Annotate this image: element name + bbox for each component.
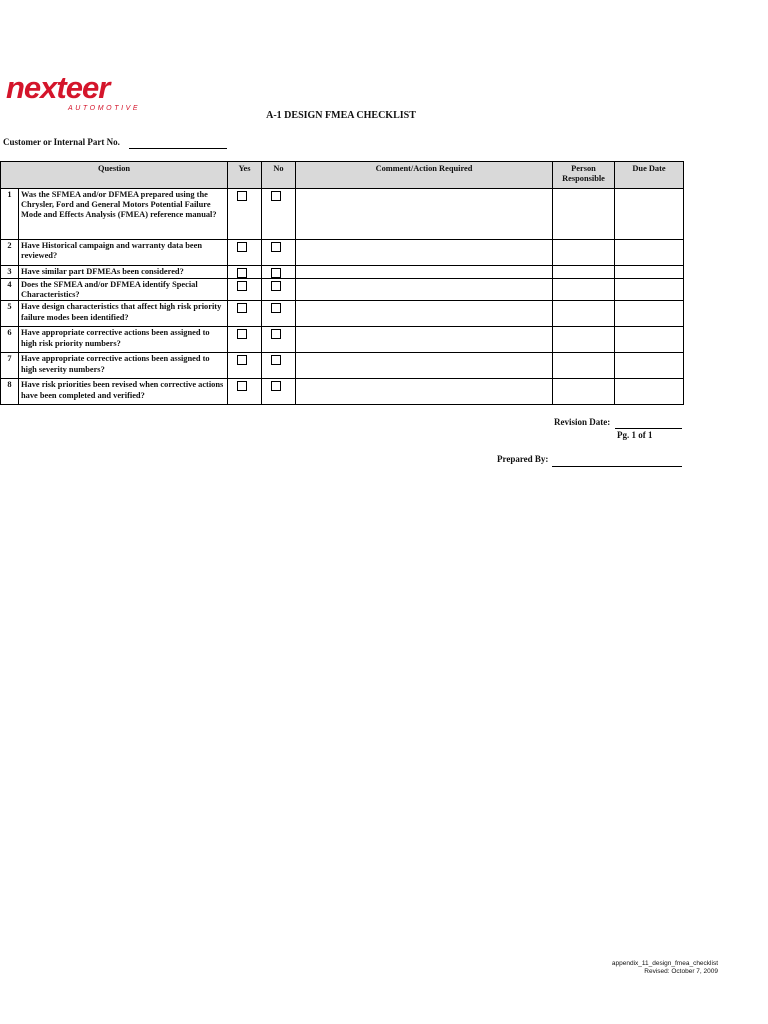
table-row: [1, 301, 684, 327]
footer: [612, 960, 718, 976]
table-row: [1, 279, 684, 301]
comment-cell[interactable]: [296, 189, 553, 240]
row-number: 1: [1, 189, 19, 240]
comment-cell[interactable]: [296, 301, 553, 327]
question-text: Have appropriate corrective actions been assigned to high severity numbers?: [19, 353, 228, 379]
header-yes: Yes: [228, 162, 262, 189]
revision-date-field[interactable]: [615, 428, 682, 429]
question-text: Have appropriate corrective actions been assigned to high risk priority numbers?: [19, 327, 228, 353]
yes-cell: [228, 266, 262, 279]
question-text: Was the SFMEA and/or DFMEA prepared using the Chrysler, Ford and General Motors Potential Failure Mode and Effects Analysis (FMEA) reference manual?: [19, 189, 228, 240]
comment-cell[interactable]: [296, 266, 553, 279]
person-cell[interactable]: [553, 279, 615, 301]
yes-checkbox[interactable]: [237, 281, 247, 291]
table-row: [1, 379, 684, 405]
no-checkbox[interactable]: [271, 329, 281, 339]
yes-cell: [228, 353, 262, 379]
no-checkbox[interactable]: [271, 242, 281, 252]
prepared-by-label: Prepared By:: [497, 454, 549, 464]
yes-checkbox[interactable]: [237, 329, 247, 339]
part-number-field[interactable]: [129, 148, 227, 149]
due-date-cell[interactable]: [615, 279, 684, 301]
no-checkbox[interactable]: [271, 303, 281, 313]
row-number: 6: [1, 327, 19, 353]
due-date-cell[interactable]: [615, 189, 684, 240]
part-number-label: Customer or Internal Part No.: [3, 137, 120, 147]
yes-cell: [228, 189, 262, 240]
table-row: [1, 189, 684, 240]
header-question: Question: [1, 162, 228, 189]
row-number: 5: [1, 301, 19, 327]
table-header-row: [1, 162, 684, 189]
person-cell[interactable]: [553, 266, 615, 279]
person-cell[interactable]: [553, 327, 615, 353]
form-title: A-1 DESIGN FMEA CHECKLIST: [266, 110, 416, 121]
header-no: No: [262, 162, 296, 189]
no-cell: [262, 240, 296, 266]
footer-filename: appendix_11_design_fmea_checklist: [611, 960, 718, 967]
yes-checkbox[interactable]: [237, 268, 247, 278]
logo-wordmark: nexteer: [6, 70, 110, 105]
comment-cell[interactable]: [296, 240, 553, 266]
no-checkbox[interactable]: [271, 281, 281, 291]
due-date-cell[interactable]: [615, 327, 684, 353]
person-cell[interactable]: [553, 301, 615, 327]
person-cell[interactable]: [553, 379, 615, 405]
comment-cell[interactable]: [296, 327, 553, 353]
no-cell: [262, 353, 296, 379]
question-text: Have design characteristics that affect high risk priority failure modes been identified?: [19, 301, 228, 327]
yes-cell: [228, 240, 262, 266]
no-cell: [262, 301, 296, 327]
logo-subtitle: AUTOMOTIVE: [68, 105, 141, 112]
person-cell[interactable]: [553, 240, 615, 266]
table-row: [1, 353, 684, 379]
yes-cell: [228, 327, 262, 353]
no-cell: [262, 279, 296, 301]
checklist-table: [0, 161, 684, 405]
page-number: Pg. 1 of 1: [617, 430, 653, 440]
table-row: [1, 240, 684, 266]
due-date-cell[interactable]: [615, 240, 684, 266]
no-cell: [262, 327, 296, 353]
revision-date-label: Revision Date:: [554, 417, 611, 427]
yes-cell: [228, 279, 262, 301]
person-cell[interactable]: [553, 189, 615, 240]
row-number: 4: [1, 279, 19, 301]
no-cell: [262, 189, 296, 240]
comment-cell[interactable]: [296, 353, 553, 379]
no-cell: [262, 266, 296, 279]
comment-cell[interactable]: [296, 379, 553, 405]
question-text: Have similar part DFMEAs been considered?: [19, 266, 228, 279]
yes-cell: [228, 379, 262, 405]
due-date-cell[interactable]: [615, 353, 684, 379]
no-checkbox[interactable]: [271, 381, 281, 391]
no-checkbox[interactable]: [271, 191, 281, 201]
footer-revised: Revised: October 7, 2009: [644, 968, 718, 975]
header-person: Person Responsible: [553, 162, 615, 189]
yes-cell: [228, 301, 262, 327]
question-text: Does the SFMEA and/or DFMEA identify Special Characteristics?: [19, 279, 228, 301]
header-comment: Comment/Action Required: [296, 162, 553, 189]
yes-checkbox[interactable]: [237, 191, 247, 201]
no-cell: [262, 379, 296, 405]
prepared-by-field[interactable]: [552, 466, 682, 467]
question-text: Have Historical campaign and warranty data been reviewed?: [19, 240, 228, 266]
due-date-cell[interactable]: [615, 301, 684, 327]
yes-checkbox[interactable]: [237, 303, 247, 313]
question-text: Have risk priorities been revised when corrective actions have been completed and verified?: [19, 379, 228, 405]
row-number: 2: [1, 240, 19, 266]
row-number: 3: [1, 266, 19, 279]
no-checkbox[interactable]: [271, 355, 281, 365]
table-row: [1, 327, 684, 353]
table-row: [1, 266, 684, 279]
header-due-date: Due Date: [615, 162, 684, 189]
due-date-cell[interactable]: [615, 266, 684, 279]
no-checkbox[interactable]: [271, 268, 281, 278]
yes-checkbox[interactable]: [237, 381, 247, 391]
person-cell[interactable]: [553, 353, 615, 379]
due-date-cell[interactable]: [615, 379, 684, 405]
yes-checkbox[interactable]: [237, 355, 247, 365]
row-number: 8: [1, 379, 19, 405]
yes-checkbox[interactable]: [237, 242, 247, 252]
row-number: 7: [1, 353, 19, 379]
comment-cell[interactable]: [296, 279, 553, 301]
